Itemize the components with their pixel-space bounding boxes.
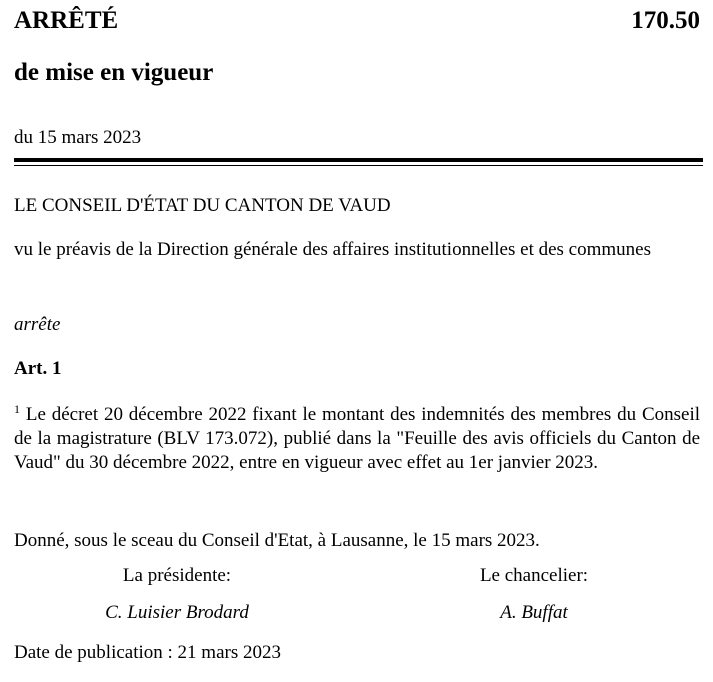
- given-line: Donné, sous le sceau du Conseil d'Etat, à Lausanne, le 15 mars 2023.: [14, 530, 540, 551]
- document-subtitle: de mise en vigueur: [14, 59, 214, 86]
- publication-date: Date de publication : 21 mars 2023: [14, 642, 281, 663]
- chancellor-signature: A. Buffat: [500, 602, 568, 623]
- header-thin-rule: [14, 165, 703, 166]
- header-thick-rule: [14, 158, 703, 162]
- preamble-text: vu le préavis de la Direction générale des affaires institutionnelles et des communes: [14, 239, 651, 260]
- article-text: Le décret 20 décembre 2022 fixant le montant des indemnités des membres du Conseil de la magistrature (BLV 173.072), publié dans la "Feuille des avis officiels du Canton de Vaud" du 30 décembre 2022, entre en vigueur avec effet au 1er janvier 2023.: [14, 404, 700, 473]
- authority-line: LE CONSEIL D'ÉTAT DU CANTON DE VAUD: [14, 195, 391, 216]
- chancellor-title: Le chancelier:: [479, 565, 589, 586]
- president-title: La présidente:: [122, 565, 232, 586]
- president-signature: C. Luisier Brodard: [105, 602, 249, 623]
- article-heading: Art. 1: [14, 358, 62, 379]
- article-paragraph: [14, 403, 700, 475]
- document-date: du 15 mars 2023: [14, 127, 142, 148]
- paragraph-number: 1: [14, 402, 20, 416]
- document-number: 170.50: [631, 7, 700, 34]
- document-type-title: ARRÊTÉ: [14, 7, 119, 34]
- decree-word: arrête: [14, 314, 61, 335]
